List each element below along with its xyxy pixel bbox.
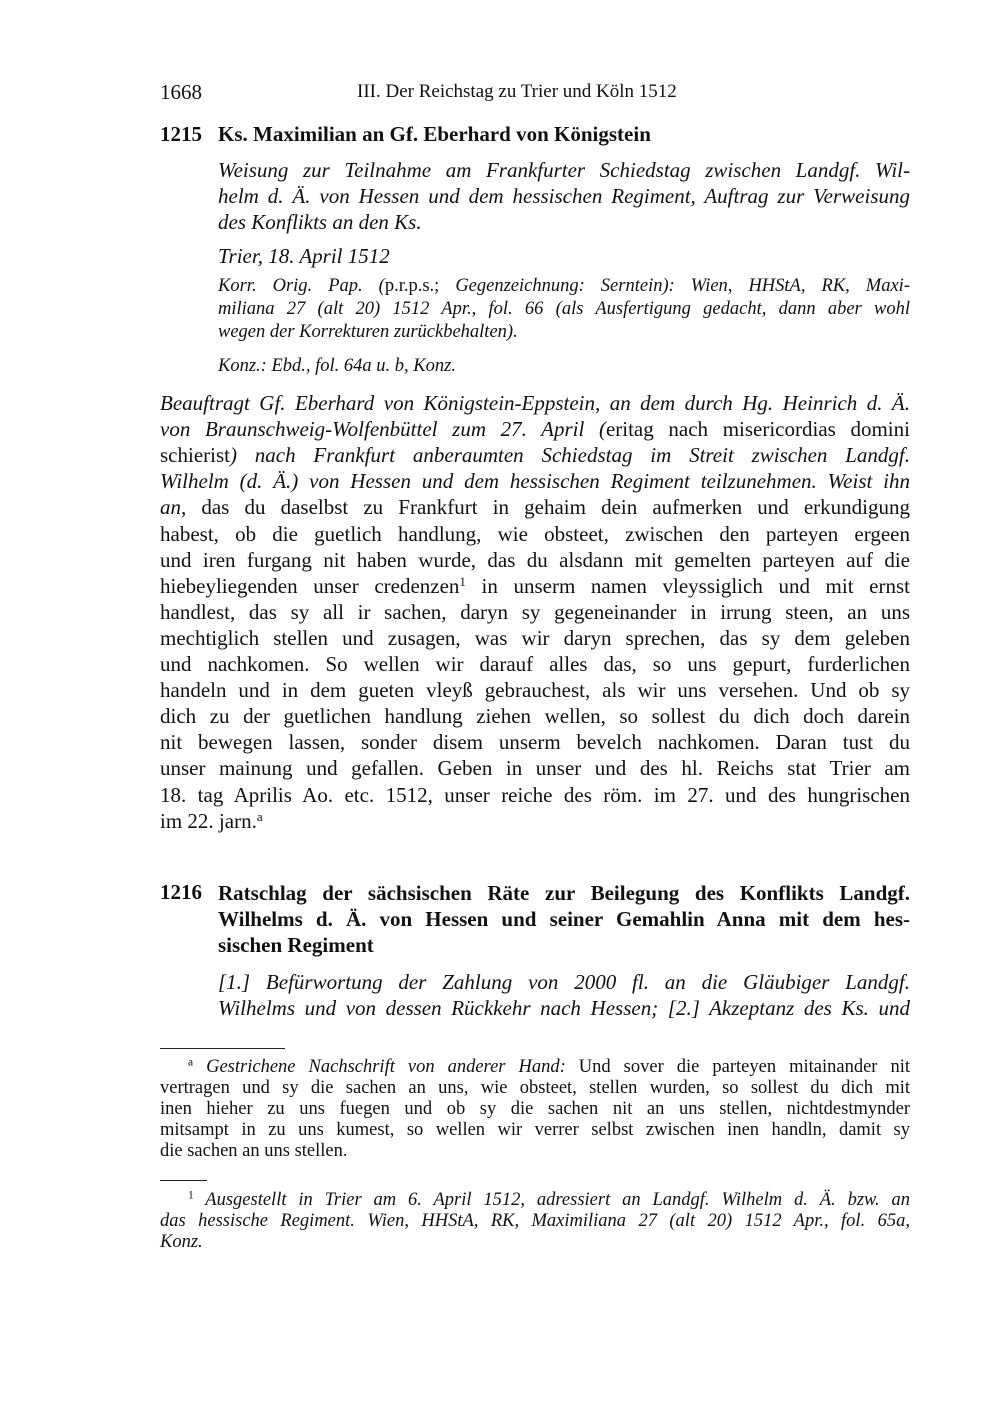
text-segment: Konz. — [160, 1232, 203, 1252]
body-line — [160, 782, 910, 808]
doc-title-1216: Ratschlag der sächsischen Räte zur Beilegung des Konflikts Landgf. — [218, 881, 910, 905]
text-segment: nit bewegen lassen, sonder disem unserm bevelch nachkomen. Daran tust du — [160, 730, 910, 755]
doc-title-1216: sischen Regiment — [218, 933, 374, 957]
footnote-rule — [160, 1180, 207, 1181]
footnote-marker: 1 — [188, 1189, 194, 1202]
text-segment: handlest, das sy all ir sachen, daryn sy gegeneinander in irrung steen, an uns — [160, 599, 910, 624]
text-segment: im 22. jarn. — [160, 808, 257, 833]
source-line — [218, 321, 910, 343]
body-line — [160, 468, 910, 494]
footnote-line — [160, 1232, 910, 1253]
text-segment: Und sover die parteyen mitainander nit — [565, 1057, 910, 1077]
doc-title-1215: Ks. Maximilian an Gf. Eberhard von Königstein — [218, 122, 651, 146]
text-segment: 18. tag Aprilis Ao. etc. 1512, unser reiche des röm. im 27. und des hungrischen — [160, 782, 910, 807]
footnote-line — [160, 1078, 910, 1099]
source-line — [218, 275, 910, 297]
body-line — [160, 416, 910, 442]
body-line — [160, 651, 910, 677]
body-line — [160, 625, 910, 651]
concept-note: Konz.: Ebd., fol. 64a u. b, Konz. — [218, 356, 456, 376]
text-segment: und iren furgang nit haben wurde, das du alsdann mit gemelten parteyen auf die — [160, 547, 910, 572]
doc-number-1216: 1216 — [160, 880, 202, 904]
page-number: 1668 — [160, 80, 202, 104]
text-segment: von Braunschweig-Wolfenbüttel zum 27. April ( — [160, 417, 606, 442]
body-line — [160, 390, 910, 416]
text-segment: ) nach Frankfurt anberaumten Schiedstag im Streit zwischen Landgf. — [229, 443, 910, 468]
text-segment: mechtiglich stellen und zusagen, was wir daryn sprechen, das sy dem geleben — [160, 625, 910, 650]
text-segment: hiebeyliegenden unser credenzen — [160, 573, 460, 598]
footnote-marker: a — [188, 1056, 194, 1069]
regest-line: [1.] Befürwortung der Zahlung von 2000 fl. an die Gläubiger Landgf. — [218, 970, 910, 994]
footnote-line — [160, 1141, 910, 1162]
regest-line: Wilhelms und von dessen Rückkehr nach Hessen; [2.] Akzeptanz des Ks. und — [218, 996, 910, 1020]
text-segment: das du daselbst zu Frankfurt in gehaim dein aufmerken und erkundigung — [186, 495, 910, 520]
doc-date: Trier, 18. April 1512 — [218, 244, 390, 268]
body-line — [160, 442, 910, 468]
text-segment: Wilhelm (d. Ä.) von Hessen und dem hessischen Regiment teilzunehmen. Weist ihn — [160, 469, 910, 494]
footnote-line — [160, 1190, 910, 1211]
text-segment: mitsampt in zu uns kumest, so wellen wir verrer selbst zwischen inen handln, damit sy — [160, 1120, 910, 1140]
body-line — [160, 521, 910, 547]
footnote-line — [160, 1099, 910, 1120]
text-segment: in unserm namen vleyssiglich und mit ernst — [465, 573, 910, 598]
text-segment: Beauftragt Gf. Eberhard von Königstein-Eppstein, an dem durch Hg. Heinrich d. Ä. — [160, 391, 910, 415]
footnote-marker: a — [256, 808, 263, 824]
text-segment: das hessische Regiment. Wien, HHStA, RK, Maximiliana 27 (alt 20) 1512 Apr., fol. 65a, — [160, 1211, 910, 1231]
text-segment: handeln und in dem gueten vleyß gebrauchest, als wir uns versehen. Und ob sy — [160, 678, 910, 703]
body-line — [160, 547, 910, 573]
body-line — [160, 573, 910, 599]
text-segment: inen hieher zu uns fuegen und ob sy die sachen nit an uns stellen, nichtdestmynder — [160, 1099, 910, 1119]
text-segment: Gestrichene Nachschrift von anderer Hand: — [193, 1057, 566, 1077]
text-segment: an, — [160, 495, 187, 520]
running-title: III. Der Reichstag zu Trier und Köln 1512 — [357, 81, 677, 102]
text-segment: Korr. Orig. Pap. ( — [218, 276, 385, 296]
body-line — [160, 494, 910, 520]
footnote-rule — [160, 1048, 285, 1049]
text-segment: eritag nach misericordias domini — [605, 417, 910, 442]
text-segment: miliana 27 (alt 20) 1512 Apr., fol. 66 (als Ausfertigung gedacht, dann aber wohl — [218, 299, 910, 319]
text-segment: Gegenzeichnung: Serntein): Wien, HHStA, RK, Maxi- — [439, 276, 910, 296]
text-segment: p.r.p.s.; — [384, 276, 440, 296]
body-line — [160, 729, 910, 755]
text-segment: Ausgestellt in Trier am 6. April 1512, adressiert an Landgf. Wilhelm d. Ä. bzw. an — [193, 1190, 910, 1210]
text-segment: unser mainung und gefallen. Geben in unser und des hl. Reichs stat Trier am — [160, 756, 910, 781]
regest-line: des Konflikts an den Ks. — [218, 210, 422, 234]
text-segment: habest, ob die guetlich handlung, wie obsteet, zwischen den parteyen ergeen — [160, 521, 910, 546]
text-segment: die sachen an uns stellen. — [160, 1141, 348, 1161]
doc-title-1216: Wilhelms d. Ä. von Hessen und seiner Gemahlin Anna mit dem hes- — [218, 907, 910, 931]
regest-line: Weisung zur Teilnahme am Frankfurter Schiedstag zwischen Landgf. Wil- — [218, 158, 910, 182]
footnote-marker: 1 — [459, 573, 466, 589]
text-segment: dich zu der guetlichen handlung ziehen wellen, so sollest du dich doch darein — [160, 704, 910, 729]
body-line — [160, 755, 910, 781]
footnote-line — [160, 1120, 910, 1141]
text-segment: wegen der Korrekturen zurückbehalten). — [218, 322, 518, 342]
body-line — [160, 677, 910, 703]
source-line — [218, 298, 910, 320]
regest-line: helm d. Ä. von Hessen und dem hessischen Regiment, Auftrag zur Verweisung — [218, 184, 910, 208]
body-line — [160, 599, 910, 625]
text-segment: und nachkomen. So wellen wir darauf alles das, so uns gepurt, furderlichen — [160, 652, 910, 676]
body-line — [160, 703, 910, 729]
body-line — [160, 808, 910, 834]
text-segment: schierist — [160, 443, 230, 468]
text-segment: vertragen und sy die sachen an uns, wie obsteet, stellen wurden, so sollest du dich mit — [160, 1078, 910, 1098]
footnote-line — [160, 1057, 910, 1078]
footnote-line — [160, 1211, 910, 1232]
doc-number-1215: 1215 — [160, 122, 202, 146]
